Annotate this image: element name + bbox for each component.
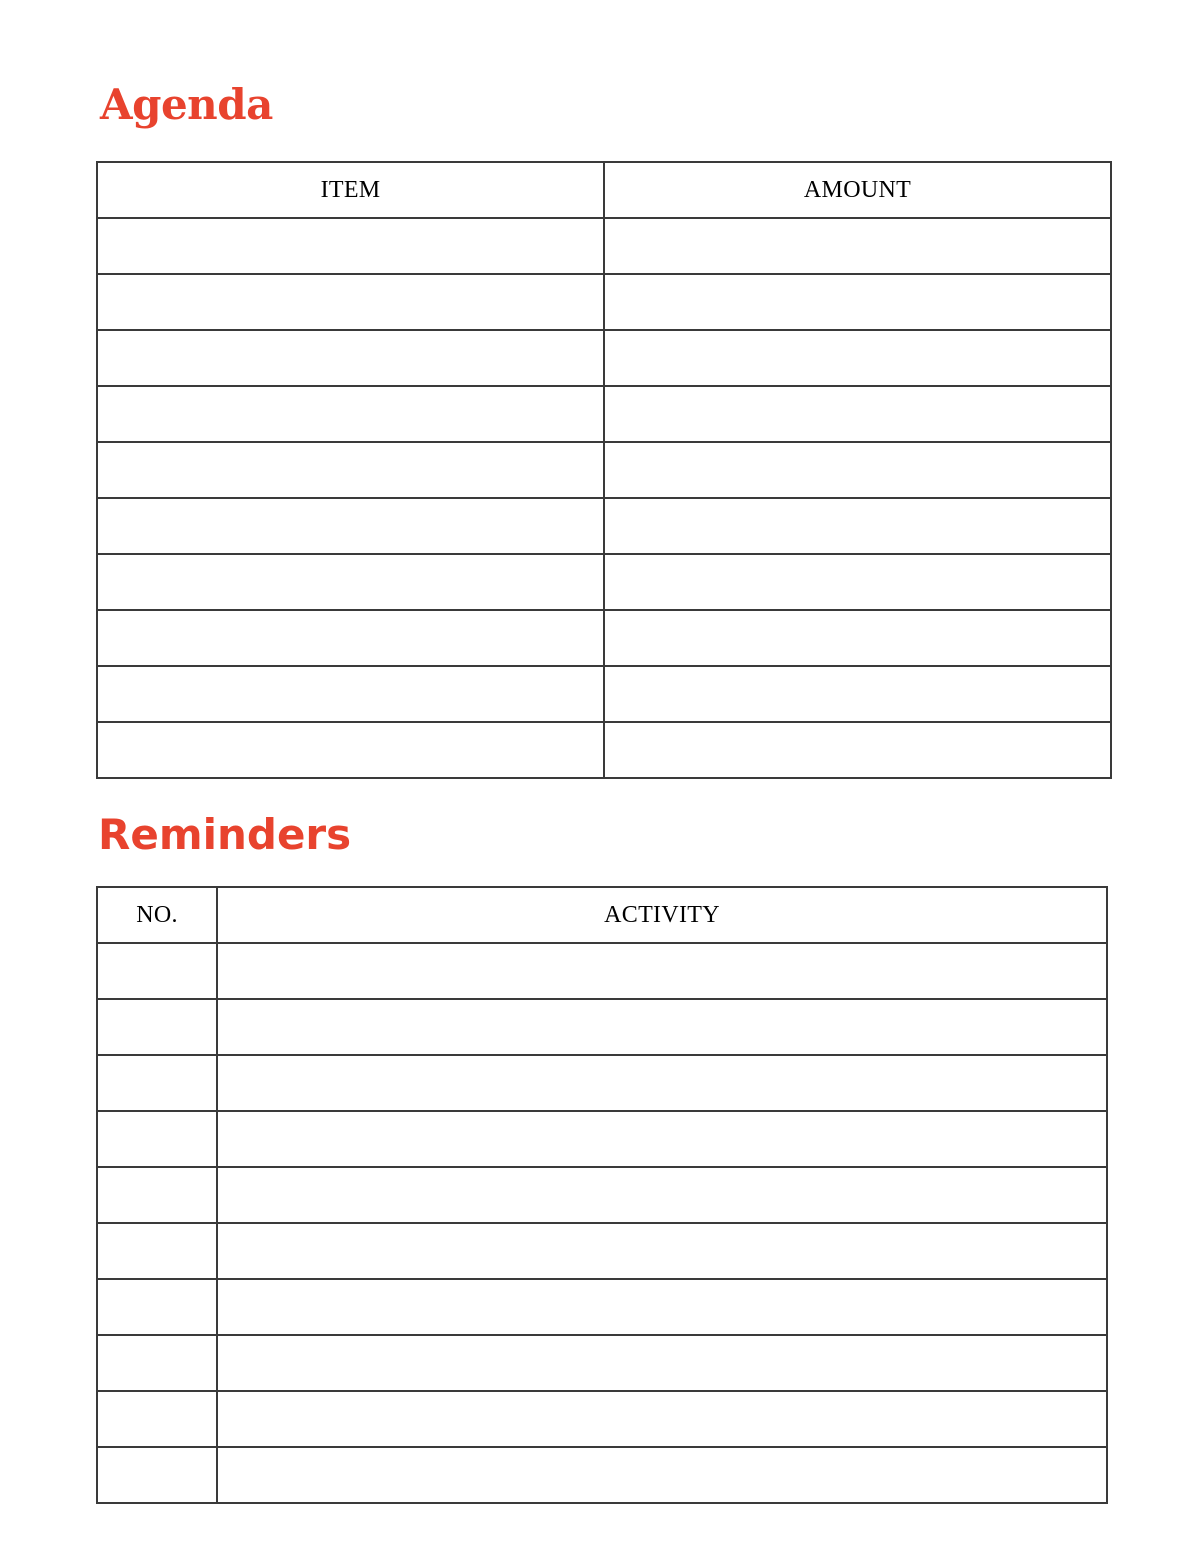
reminders-cell-activity[interactable] bbox=[217, 1447, 1107, 1503]
reminders-row bbox=[97, 1447, 1107, 1503]
agenda-cell-amount[interactable] bbox=[604, 554, 1111, 610]
reminders-title: Reminders bbox=[98, 810, 352, 859]
agenda-cell-amount[interactable] bbox=[604, 666, 1111, 722]
agenda-row bbox=[97, 666, 1111, 722]
agenda-row bbox=[97, 442, 1111, 498]
reminders-cell-activity[interactable] bbox=[217, 999, 1107, 1055]
agenda-row bbox=[97, 274, 1111, 330]
agenda-cell-amount[interactable] bbox=[604, 610, 1111, 666]
agenda-cell-item[interactable] bbox=[97, 610, 604, 666]
agenda-row bbox=[97, 498, 1111, 554]
agenda-cell-item[interactable] bbox=[97, 386, 604, 442]
agenda-cell-item[interactable] bbox=[97, 442, 604, 498]
agenda-cell-amount[interactable] bbox=[604, 722, 1111, 778]
reminders-cell-activity[interactable] bbox=[217, 1279, 1107, 1335]
reminders-cell-no[interactable] bbox=[97, 1335, 217, 1391]
agenda-cell-item[interactable] bbox=[97, 218, 604, 274]
reminders-row bbox=[97, 1391, 1107, 1447]
reminders-row bbox=[97, 999, 1107, 1055]
agenda-title: Agenda bbox=[100, 80, 273, 129]
reminders-row bbox=[97, 1167, 1107, 1223]
agenda-row bbox=[97, 610, 1111, 666]
reminders-cell-no[interactable] bbox=[97, 999, 217, 1055]
reminders-cell-no[interactable] bbox=[97, 1279, 217, 1335]
reminders-table bbox=[96, 886, 1108, 1504]
reminders-header-row bbox=[97, 887, 1107, 943]
reminders-cell-activity[interactable] bbox=[217, 1055, 1107, 1111]
reminders-row bbox=[97, 1223, 1107, 1279]
agenda-row bbox=[97, 386, 1111, 442]
reminders-row bbox=[97, 1055, 1107, 1111]
reminders-cell-activity[interactable] bbox=[217, 1223, 1107, 1279]
reminders-cell-no[interactable] bbox=[97, 1391, 217, 1447]
agenda-column-amount: AMOUNT bbox=[604, 162, 1111, 218]
agenda-cell-item[interactable] bbox=[97, 498, 604, 554]
reminders-cell-activity[interactable] bbox=[217, 1167, 1107, 1223]
agenda-column-item: ITEM bbox=[97, 162, 604, 218]
reminders-row bbox=[97, 1279, 1107, 1335]
agenda-cell-item[interactable] bbox=[97, 274, 604, 330]
agenda-header-row bbox=[97, 162, 1111, 218]
agenda-cell-amount[interactable] bbox=[604, 218, 1111, 274]
reminders-cell-no[interactable] bbox=[97, 1223, 217, 1279]
agenda-cell-amount[interactable] bbox=[604, 386, 1111, 442]
reminders-column-activity: ACTIVITY bbox=[217, 887, 1107, 943]
reminders-cell-no[interactable] bbox=[97, 1111, 217, 1167]
agenda-cell-item[interactable] bbox=[97, 722, 604, 778]
agenda-cell-item[interactable] bbox=[97, 666, 604, 722]
reminders-cell-activity[interactable] bbox=[217, 1335, 1107, 1391]
reminders-column-no: NO. bbox=[97, 887, 217, 943]
agenda-cell-amount[interactable] bbox=[604, 330, 1111, 386]
agenda-cell-amount[interactable] bbox=[604, 274, 1111, 330]
agenda-row bbox=[97, 554, 1111, 610]
agenda-row bbox=[97, 330, 1111, 386]
reminders-cell-no[interactable] bbox=[97, 1447, 217, 1503]
agenda-table bbox=[96, 161, 1112, 779]
agenda-cell-amount[interactable] bbox=[604, 498, 1111, 554]
agenda-row bbox=[97, 218, 1111, 274]
agenda-cell-amount[interactable] bbox=[604, 442, 1111, 498]
reminders-cell-no[interactable] bbox=[97, 943, 217, 999]
reminders-body bbox=[97, 943, 1107, 1503]
reminders-cell-activity[interactable] bbox=[217, 943, 1107, 999]
reminders-row bbox=[97, 1335, 1107, 1391]
agenda-row bbox=[97, 722, 1111, 778]
reminders-cell-activity[interactable] bbox=[217, 1391, 1107, 1447]
reminders-cell-activity[interactable] bbox=[217, 1111, 1107, 1167]
reminders-cell-no[interactable] bbox=[97, 1167, 217, 1223]
agenda-body bbox=[97, 218, 1111, 778]
agenda-cell-item[interactable] bbox=[97, 554, 604, 610]
reminders-row bbox=[97, 1111, 1107, 1167]
agenda-cell-item[interactable] bbox=[97, 330, 604, 386]
reminders-row bbox=[97, 943, 1107, 999]
reminders-cell-no[interactable] bbox=[97, 1055, 217, 1111]
